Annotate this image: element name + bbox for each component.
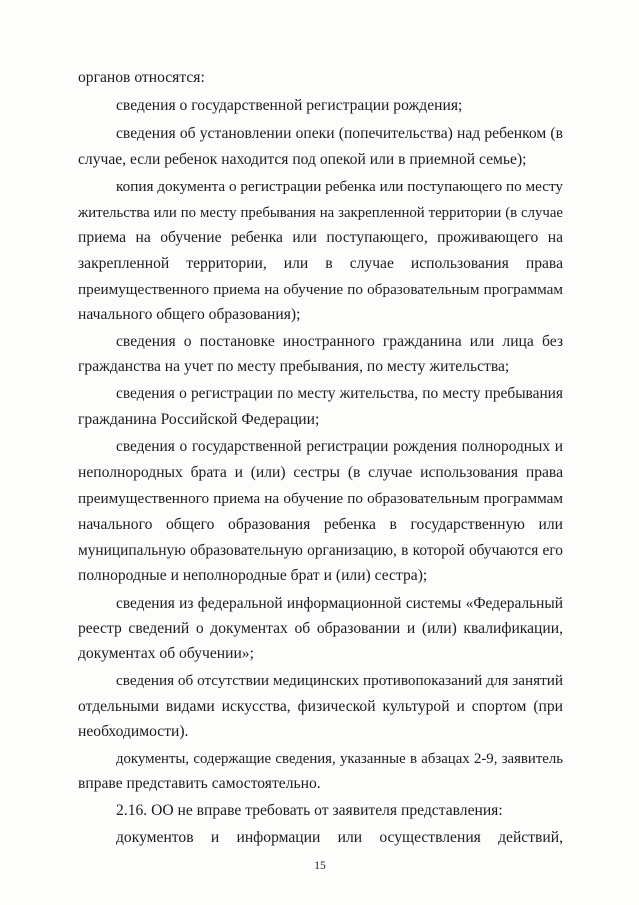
text-line: закрепленной территории, или в случае использования права [78, 255, 563, 272]
text-line: сведения о государственной регистрации рождения; [116, 97, 463, 114]
text-line: гражданства на учет по месту пребывания, по месту жительства; [78, 358, 510, 375]
text-line: органов относятся: [78, 69, 205, 86]
text-line: сведения о регистрации по месту жительства, по месту пребывания [116, 385, 563, 402]
text-line: сведения об установлении опеки (попечительства) над ребенком (в [116, 125, 563, 142]
text-line: документы, содержащие сведения, указанные в абзацах 2-9, заявитель [116, 751, 563, 767]
text-line: 2.16. ОО не вправе требовать от заявителя представления: [116, 802, 503, 819]
text-line: реестр сведений о документах об образовании и (или) квалификации, [78, 620, 563, 637]
page-number: 15 [314, 860, 326, 872]
text-line: муниципальную образовательную организацию, в которой обучаются его [78, 542, 563, 559]
text-line: гражданина Российской Федерации; [78, 411, 320, 428]
text-line: необходимости). [78, 723, 189, 740]
text-line: приема на обучение ребенка или поступающего, проживающего на [78, 229, 563, 246]
text-line: преимущественного приема на обучение по образовательным программам [78, 490, 563, 507]
text-line: жительства или по месту пребывания на закрепленной территории (в случае [78, 205, 563, 221]
text-line: отдельными видами искусства, физической культурой и спортом (при [78, 698, 563, 715]
text-line: документах об обучении»; [78, 645, 254, 662]
text-line: преимущественного приема на обучение по образовательным программам [78, 281, 563, 298]
text-line: сведения о государственной регистрации рождения полнородных и [116, 438, 563, 455]
text-line: случае, если ребенок находится под опекой или в приемной семье); [78, 151, 527, 168]
text-line: начального общего образования ребенка в государственную или [78, 516, 563, 533]
text-line: вправе представить самостоятельно. [78, 775, 321, 792]
text-line: сведения о постановке иностранного гражданина или лица без [116, 333, 563, 350]
text-line: неполнородных брата и (или) сестры (в случае использования права [78, 464, 563, 481]
text-line: начального общего образования); [78, 306, 301, 323]
text-line: сведения из федеральной информационной системы «Федеральный [116, 595, 563, 612]
text-line: сведения об отсутствии медицинских противопоказаний для занятий [116, 672, 563, 689]
text-line: копия документа о регистрации ребенка или поступающего по месту [116, 178, 563, 195]
text-line: полнородные и неполнородные брат и (или) сестра); [78, 567, 428, 584]
text-line: документов и информации или осуществления действий, [116, 829, 563, 846]
